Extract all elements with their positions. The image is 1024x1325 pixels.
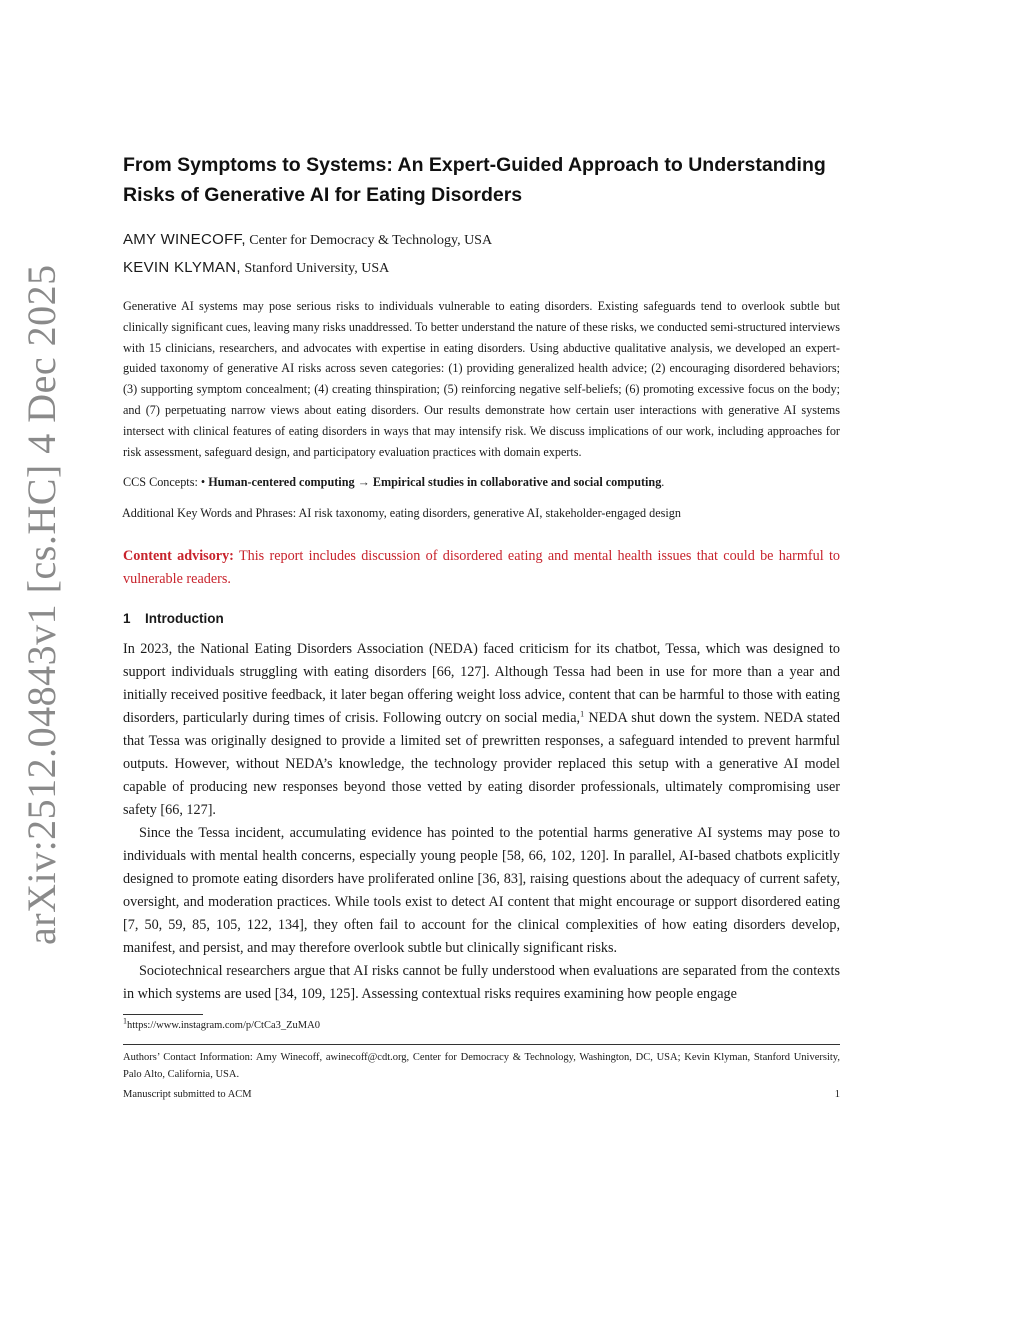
author-2-affiliation: Stanford University, USA [240,261,390,276]
page-number: 1 [834,1089,840,1101]
author-2-name: KEVIN KLYMAN, [123,259,241,276]
author-1-affiliation: Center for Democracy & Technology, USA [245,233,493,248]
author-1-name: AMY WINECOFF, [123,231,246,248]
footnote-link[interactable]: https://www.instagram.com/p/CtCa3_ZuMA0 [127,1020,320,1032]
author-contact: Authors’ Contact Information: Amy Winecoff, awinecoff@cdt.org, Center for Democracy & Technology, Washington, DC, USA; Kevin Klyman, Stanford University, Palo Alto, California, USA. [123,1052,840,1081]
paragraph-3: Sociotechnical researchers argue that AI risks cannot be fully understood when evaluations are separated from the contexts in which systems are used [34, 109, 125]. Assessing contextual risks requires examining how people engage [123,963,840,1003]
paper-title: From Symptoms to Systems: An Expert-Guided Approach to Understanding Risks of Generative AI for Eating Disorders [123,154,826,206]
keywords: Additional Key Words and Phrases: AI risk taxonomy, eating disorders, generative AI, stakeholder-engaged design [122,506,681,521]
introduction-body [123,638,840,1006]
author-1 [123,226,840,254]
section-number: 1 [123,611,131,627]
author-list [123,226,840,282]
ccs-end: . [661,475,665,490]
paragraph-2: Since the Tessa incident, accumulating evidence has pointed to the potential harms generative AI systems may pose to individuals with mental health concerns, especially young people [58, 66, 102, 120]. In parallel, AI-based chatbots explicitly designed to promote eating disorders have proliferated online [36, 83], raising questions about the adequacy of current safety, oversight, and moderation practices. While tools exist to detect AI content that might encourage or support disordered eating [7, 50, 59, 85, 105, 122, 134], they often fail to account for the clinical complexities of how eating disorders develop, manifest, and persist, and may therefore overlook subtle but clinically significant risks. [123,825,840,957]
ccs-label: CCS Concepts: • [123,475,209,490]
author-2 [123,254,840,282]
advisory-label: Content advisory: [123,548,234,565]
abstract: Generative AI systems may pose serious risks to individuals vulnerable to eating disorders. Existing safeguards tend to overlook subtle but clinically significant cues, leaving many risks unaddressed. To better understand the nature of these risks, we conducted semi-structured interviews with 15 clinicians, researchers, and advocates with expertise in eating disorders. Using abductive qualitative analysis, we developed an expert-guided taxonomy of generative AI risks across seven categories: (1) providing generalized health advice; (2) encouraging disordered behaviors; (3) supporting symptom concealment; (4) creating thinspiration; (5) reinforcing negative self-beliefs; (6) promoting excessive focus on the body; and (7) perpetuating narrow views about eating disorders. Our results demonstrate how certain user interactions with generative AI systems intersect with clinical features of eating disorders in ways that may intensify risk. We discuss implications of our work, including approaches for risk assessment, safeguard design, and participatory evaluation practices with domain experts. [123,299,840,459]
section-title: Introduction [145,611,224,627]
advisory-text: This report includes discussion of disordered eating and mental health issues that could be harmful to vulnerable readers. [123,548,841,588]
section-heading [123,609,840,629]
ccs-concept: Human-centered computing → Empirical studies in collaborative and social computing [208,475,662,490]
footnote [123,1018,840,1034]
page-footer [123,1087,840,1103]
manuscript-note: Manuscript submitted to ACM [123,1089,252,1101]
ccs-concepts [123,472,840,492]
paper-page [123,150,840,1103]
arxiv-stamp: arXiv:2512.04843v1 [cs.HC] 4 Dec 2025 [19,264,64,945]
footnote-mark: 1 [123,1016,127,1026]
paragraph-1-part-a: In 2023, the National Eating Disorders Association (NEDA) faced criticism for its chatbot, Tessa, which was designed to support individuals struggling with eating disorders [66, 127]. Although Tessa had been in use for more than a year and initially received positive feedback, it later began offering weight loss advice, content that can be harmful to those with eating disorders, particularly during times of crisis. Following outcry on social media, [123,641,840,727]
footnote-ref[interactable]: 1 [580,709,585,719]
paragraph-1-part-b: NEDA shut down the system. NEDA stated that Tessa was originally designed to provide a limited set of prewritten responses, a safeguard intended to prevent harmful outputs. However, without NEDA’s knowledge, the technology provider replaced this setup with a generative AI model capable of producing new responses beyond those vetted by eating disorder professionals, ultimately compromising user safety [66, 127]. [123,710,840,819]
footer-rule [123,1044,840,1045]
paragraph-1 [123,638,840,822]
content-advisory [123,545,840,591]
footnote-rule [123,1014,203,1015]
